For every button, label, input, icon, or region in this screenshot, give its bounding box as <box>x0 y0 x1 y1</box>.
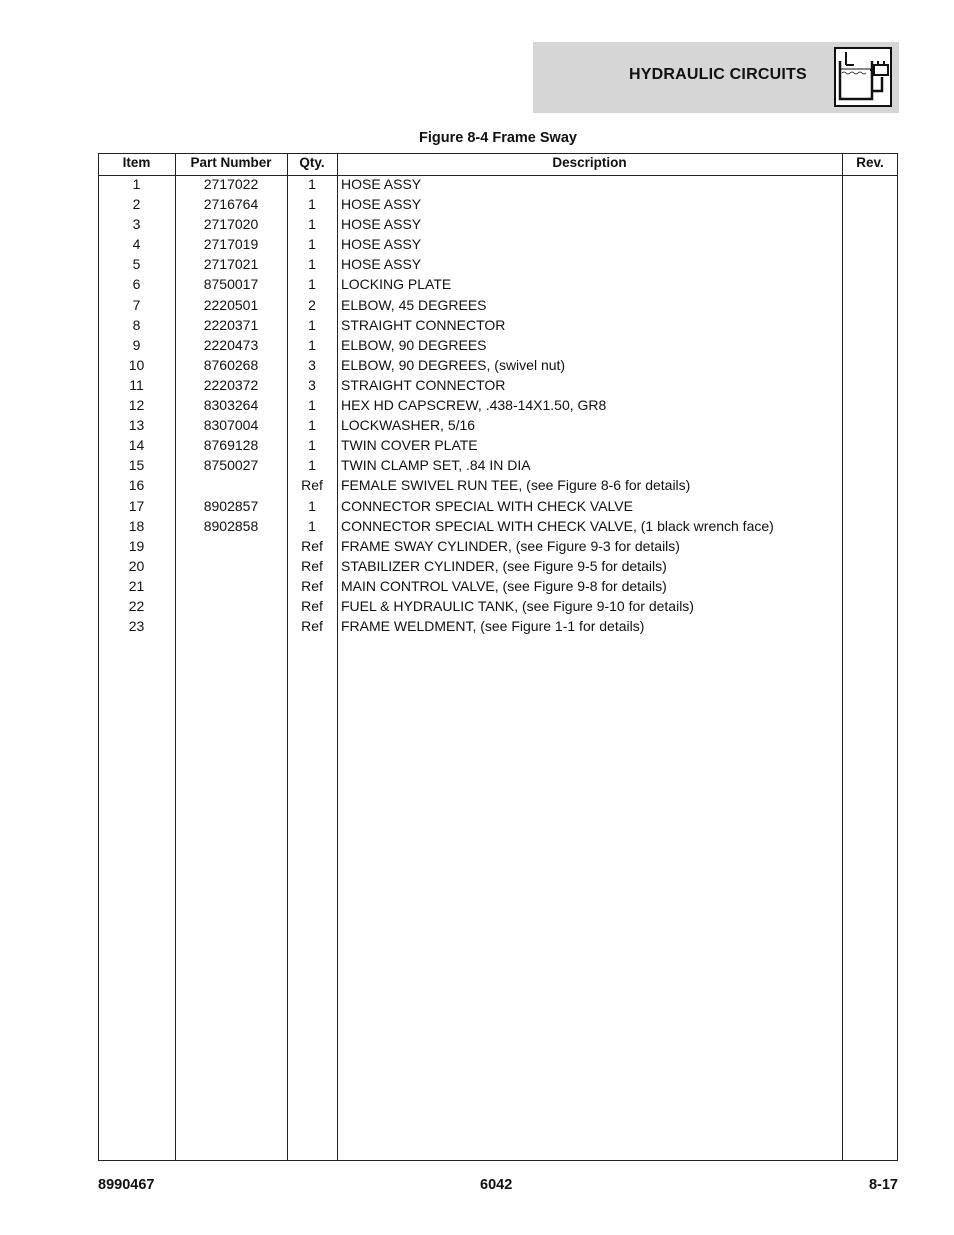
table-row <box>98 396 898 416</box>
table-row <box>98 316 898 336</box>
item-cell: 3 <box>132 216 141 233</box>
table-row <box>98 215 898 235</box>
table-row <box>98 597 898 617</box>
part-number-cell: 2717019 <box>203 236 259 253</box>
table-row <box>98 356 898 376</box>
part-number-cell: 2717020 <box>203 216 259 233</box>
qty-cell: Ref <box>301 597 323 614</box>
item-cell: 15 <box>128 457 145 474</box>
description-cell: ELBOW, 90 DEGREES <box>341 336 487 353</box>
table-row <box>98 255 898 275</box>
qty-cell: 1 <box>308 417 316 434</box>
description-cell: TWIN COVER PLATE <box>341 437 478 454</box>
part-number-cell <box>175 476 287 496</box>
item-cell: 20 <box>128 557 145 574</box>
column-header-rev: Rev. <box>856 155 884 170</box>
qty-cell: 1 <box>308 316 316 333</box>
figure-title: Figure 8-4 Frame Sway <box>419 130 577 146</box>
table-row <box>98 537 898 557</box>
part-number-cell: 8902858 <box>203 517 259 534</box>
qty-cell: 1 <box>308 397 316 414</box>
part-number-cell <box>175 597 287 617</box>
description-cell: HOSE ASSY <box>341 216 422 233</box>
qty-cell: 3 <box>308 376 316 393</box>
qty-cell: 1 <box>308 497 316 514</box>
table-row <box>98 296 898 316</box>
description-cell: CONNECTOR SPECIAL WITH CHECK VALVE, (1 black wrench face) <box>341 517 774 534</box>
table-row <box>98 376 898 396</box>
qty-cell: 1 <box>308 517 316 534</box>
qty-cell: Ref <box>301 477 323 494</box>
qty-cell: 1 <box>308 216 316 233</box>
item-cell: 18 <box>128 517 145 534</box>
qty-cell: 2 <box>308 296 316 313</box>
qty-cell: 1 <box>308 236 316 253</box>
table-row <box>98 235 898 255</box>
qty-cell: Ref <box>301 557 323 574</box>
qty-cell: 1 <box>308 256 316 273</box>
part-number-cell: 2716764 <box>203 196 259 213</box>
part-number-cell: 2220372 <box>203 376 259 393</box>
description-cell: CONNECTOR SPECIAL WITH CHECK VALVE <box>341 497 633 514</box>
part-number-cell <box>175 577 287 597</box>
part-number-cell: 8750017 <box>203 276 259 293</box>
column-header-part-number: Part Number <box>190 155 272 170</box>
column-header-qty: Qty. <box>299 155 325 170</box>
description-cell: HOSE ASSY <box>341 236 422 253</box>
qty-cell: Ref <box>301 618 323 635</box>
item-cell: 16 <box>128 477 145 494</box>
description-cell: HEX HD CAPSCREW, .438-14X1.50, GR8 <box>341 397 607 414</box>
table-row <box>98 476 898 496</box>
description-cell: MAIN CONTROL VALVE, (see Figure 9-8 for details) <box>341 577 667 594</box>
table-row <box>98 497 898 517</box>
description-cell: HOSE ASSY <box>341 196 422 213</box>
item-cell: 11 <box>129 376 144 393</box>
item-cell: 22 <box>128 597 145 614</box>
table-row <box>98 436 898 456</box>
description-cell: ELBOW, 45 DEGREES <box>341 296 487 313</box>
description-cell: LOCKWASHER, 5/16 <box>341 417 476 434</box>
page-number: 8-17 <box>868 1177 898 1193</box>
description-cell: FRAME WELDMENT, (see Figure 1-1 for details) <box>341 618 645 635</box>
table-row <box>98 416 898 436</box>
item-cell: 7 <box>132 296 141 313</box>
part-number-cell: 2220473 <box>203 336 259 353</box>
item-cell: 9 <box>132 336 141 353</box>
part-number-cell <box>175 537 287 557</box>
part-number-cell: 2220371 <box>203 316 259 333</box>
description-cell: STABILIZER CYLINDER, (see Figure 9-5 for details) <box>341 557 667 574</box>
description-cell: ELBOW, 90 DEGREES, (swivel nut) <box>341 356 566 373</box>
qty-cell: 1 <box>308 276 316 293</box>
table-row <box>98 275 898 295</box>
item-cell: 5 <box>132 256 141 273</box>
item-cell: 10 <box>128 356 145 373</box>
column-header-description: Description <box>552 155 627 170</box>
model-number: 6042 <box>480 1177 513 1193</box>
table-row <box>98 517 898 537</box>
qty-cell: 1 <box>308 176 316 192</box>
qty-cell: 1 <box>308 336 316 353</box>
table-row <box>98 617 898 637</box>
column-header-item: Item <box>122 155 151 170</box>
part-number-cell: 8769128 <box>203 437 259 454</box>
item-cell: 23 <box>128 618 145 635</box>
part-number-cell: 2717021 <box>203 256 259 273</box>
description-cell: STRAIGHT CONNECTOR <box>341 316 506 333</box>
qty-cell: 3 <box>308 356 316 373</box>
item-cell: 17 <box>128 497 145 514</box>
part-number-cell: 8760268 <box>203 356 259 373</box>
part-number-cell: 8902857 <box>203 497 259 514</box>
part-number-cell: 2717022 <box>203 176 259 192</box>
qty-cell: Ref <box>301 577 323 594</box>
part-number-cell: 8307004 <box>203 417 259 434</box>
part-number-cell: 2220501 <box>203 296 259 313</box>
item-cell: 14 <box>128 437 145 454</box>
description-cell: STRAIGHT CONNECTOR <box>341 376 506 393</box>
table-row <box>98 195 898 215</box>
document-number: 8990467 <box>98 1177 155 1193</box>
item-cell: 1 <box>132 176 141 192</box>
part-number-cell <box>175 617 287 637</box>
part-number-cell: 8303264 <box>203 397 259 414</box>
description-cell: TWIN CLAMP SET, .84 IN DIA <box>341 457 531 474</box>
description-cell: HOSE ASSY <box>341 176 422 192</box>
hydraulic-tank-icon <box>834 47 892 107</box>
description-cell: HOSE ASSY <box>341 256 422 273</box>
part-number-cell <box>175 557 287 577</box>
table-row <box>98 456 898 476</box>
description-cell: LOCKING PLATE <box>341 276 452 293</box>
item-cell: 21 <box>128 577 145 594</box>
item-cell: 12 <box>128 397 145 414</box>
table-row <box>98 557 898 577</box>
qty-cell: 1 <box>308 457 316 474</box>
qty-cell: 1 <box>308 196 316 213</box>
parts-table-body <box>98 175 898 637</box>
qty-cell: 1 <box>308 437 316 454</box>
section-title: HYDRAULIC CIRCUITS <box>629 66 807 83</box>
table-row <box>98 175 898 195</box>
table-row <box>98 577 898 597</box>
qty-cell: Ref <box>301 537 323 554</box>
table-row <box>98 336 898 356</box>
part-number-cell: 8750027 <box>203 457 259 474</box>
item-cell: 4 <box>132 236 141 253</box>
item-cell: 2 <box>132 196 141 213</box>
item-cell: 13 <box>128 417 145 434</box>
item-cell: 19 <box>128 537 145 554</box>
description-cell: FEMALE SWIVEL RUN TEE, (see Figure 8-6 for details) <box>341 477 691 494</box>
item-cell: 8 <box>132 316 141 333</box>
description-cell: FUEL & HYDRAULIC TANK, (see Figure 9-10 for details) <box>341 597 694 614</box>
description-cell: FRAME SWAY CYLINDER, (see Figure 9-3 for details) <box>341 537 680 554</box>
item-cell: 6 <box>132 276 141 293</box>
